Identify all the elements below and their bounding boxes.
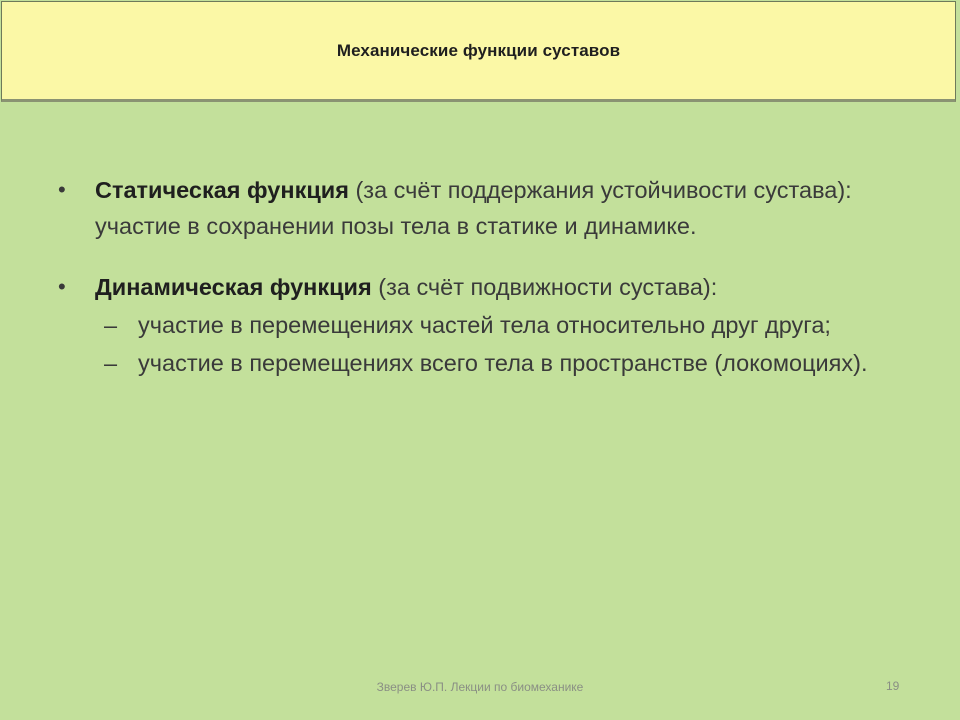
bullet-text: (за счёт поддержания устойчивости сустава): участие в сохранении позы тела в статике и динамике. — [95, 177, 852, 239]
bullet-icon: • — [58, 177, 66, 202]
bullet-term: Динамическая функция — [95, 274, 372, 300]
sub-item — [104, 307, 918, 343]
slide-content — [58, 172, 918, 381]
sub-item — [104, 345, 918, 381]
sub-list — [95, 307, 918, 381]
page-number: 19 — [886, 679, 900, 693]
sub-item-text: участие в перемещениях частей тела относительно друг друга; — [138, 312, 831, 338]
dash-icon: – — [104, 312, 118, 338]
bullet-icon: • — [58, 274, 66, 299]
bullet-static-function — [58, 172, 918, 244]
bullet-term: Статическая функция — [95, 177, 349, 203]
slide-title: Механические функции суставов — [336, 40, 621, 60]
dash-icon: – — [104, 350, 118, 376]
title-box — [1, 1, 956, 102]
bullet-text: (за счёт подвижности сустава): — [371, 274, 718, 300]
bullet-dynamic-function — [58, 269, 918, 381]
footer-text: Зверев Ю.П. Лекции по биомеханике — [376, 680, 584, 694]
sub-item-text: участие в перемещениях всего тела в пространстве (локомоциях). — [138, 350, 868, 376]
